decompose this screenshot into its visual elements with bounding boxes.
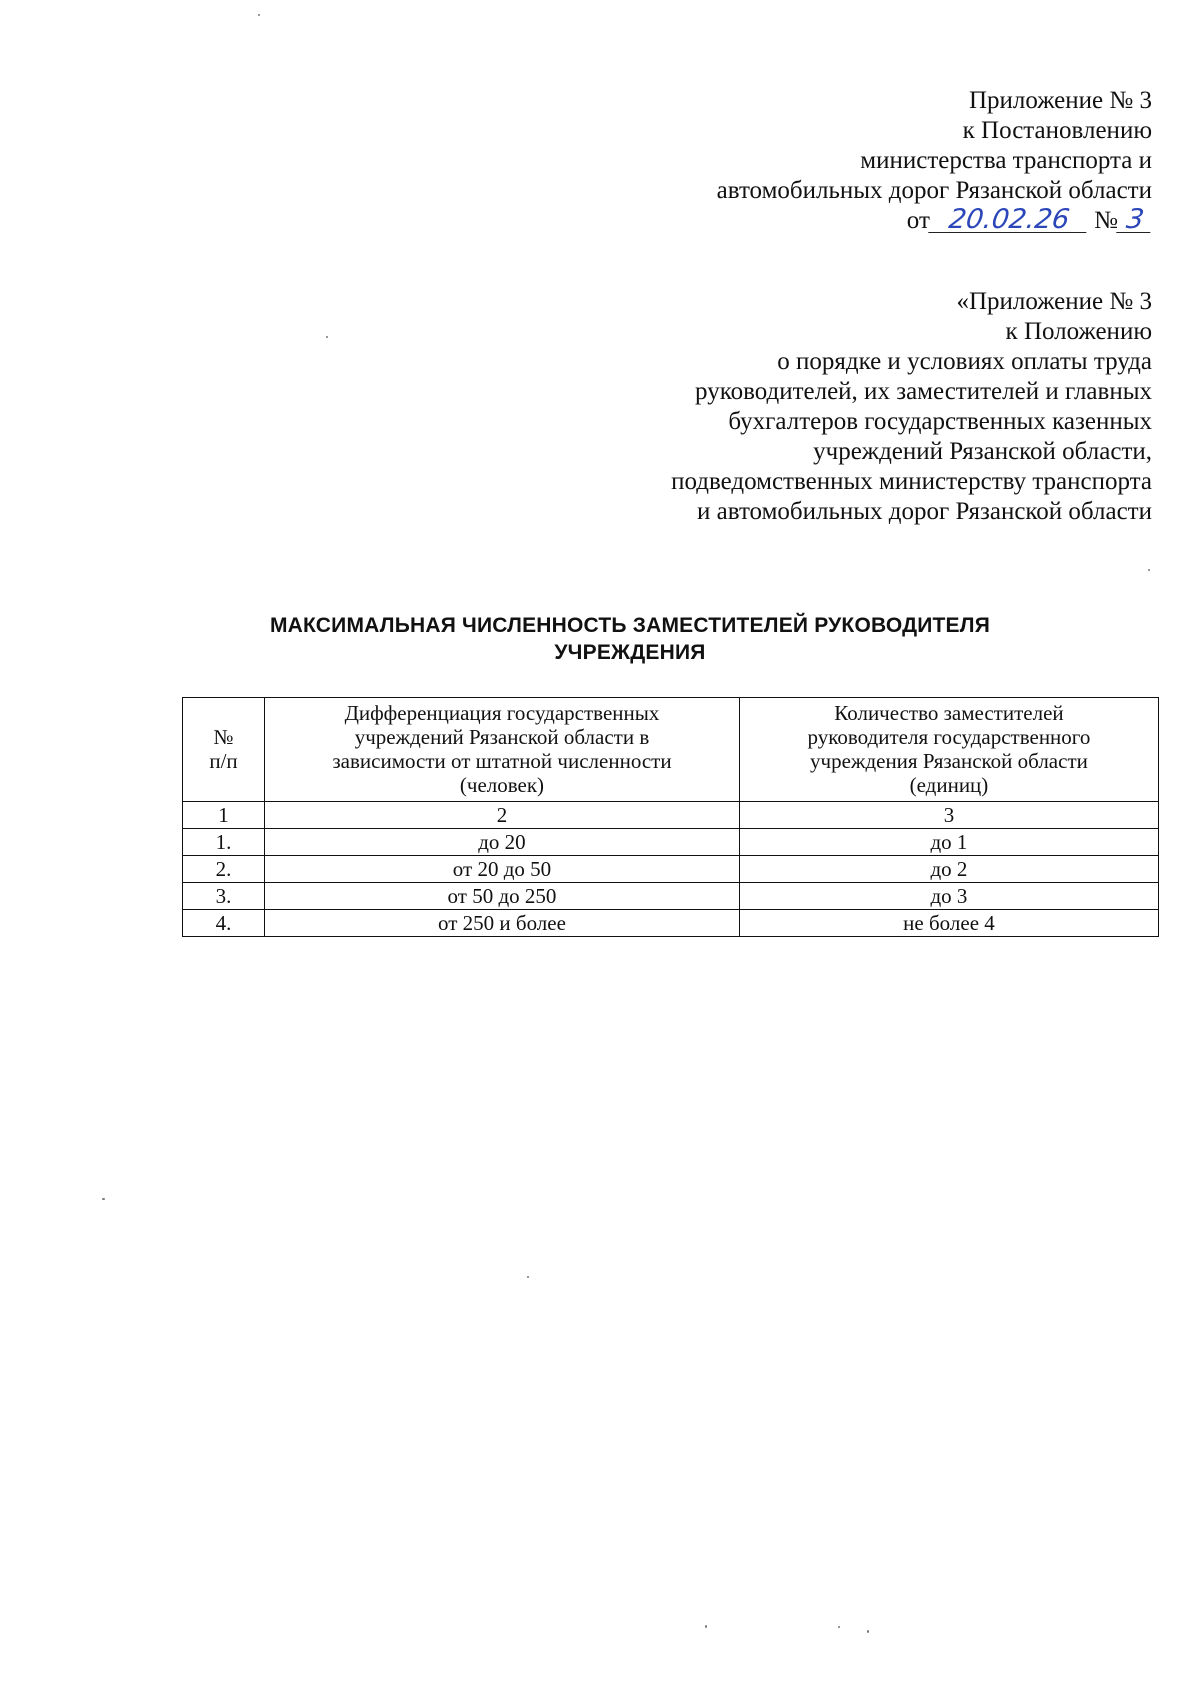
- header-differentiation-line: Дифференциация государственных: [344, 701, 660, 725]
- header-differentiation: [265, 698, 740, 802]
- column-number-cell: 1: [183, 802, 265, 829]
- title-line: УЧРЕЖДЕНИЯ: [554, 641, 706, 664]
- header-count-line: учреждения Рязанской области: [810, 749, 1088, 773]
- regulation-header-line: руководителей, их заместителей и главных: [695, 378, 1152, 405]
- appendix-header-line: автомобильных дорог Рязанской области: [716, 177, 1152, 204]
- column-number-cell: 3: [739, 802, 1158, 829]
- scan-speck: [326, 336, 328, 338]
- header-count-line: (единиц): [909, 773, 989, 797]
- row-range-cell: от 50 до 250: [265, 883, 740, 910]
- row-deputies-cell: до 1: [739, 829, 1158, 856]
- column-number-cell: 2: [265, 802, 740, 829]
- regulation-header-line: «Приложение № 3: [956, 288, 1152, 315]
- appendix-header: [532, 86, 1152, 236]
- regulation-header-line: бухгалтеров государственных казенных: [728, 408, 1152, 435]
- header-differentiation-line: учреждений Рязанской области в: [354, 725, 650, 749]
- scan-speck: [867, 1630, 869, 1633]
- header-num-line: п/п: [209, 749, 238, 773]
- appendix-header-line: к Постановлению: [962, 117, 1152, 144]
- regulation-header-line: и автомобильных дорог Рязанской области: [697, 498, 1152, 525]
- header-count-line: руководителя государственного: [807, 725, 1091, 749]
- regulation-header-line: подведомственных министерству транспорта: [671, 468, 1152, 495]
- handwritten-number: 3: [1116, 208, 1154, 233]
- regulation-header-line: к Положению: [1005, 318, 1152, 345]
- handwritten-date: 20.02.26: [928, 208, 1090, 233]
- regulation-header-line: учреждений Рязанской области,: [813, 438, 1152, 465]
- scan-speck: [705, 1625, 707, 1628]
- scan-speck: [258, 14, 260, 16]
- table-row: [183, 829, 1159, 856]
- header-differentiation-line: (человек): [459, 773, 545, 797]
- deputies-table: [182, 697, 1159, 937]
- table-row: [183, 910, 1159, 937]
- title-line: МАКСИМАЛЬНАЯ ЧИСЛЕННОСТЬ ЗАМЕСТИТЕЛЕЙ РУКОВОДИТЕЛЯ: [269, 614, 990, 637]
- scan-speck: [838, 1626, 840, 1628]
- header-deputies-count: [739, 698, 1158, 802]
- table-header-row: [183, 698, 1159, 802]
- row-range-cell: от 250 и более: [265, 910, 740, 937]
- header-num: [183, 698, 265, 802]
- row-num-cell: 2.: [183, 856, 265, 883]
- regulation-header-line: о порядке и условиях оплаты труда: [777, 348, 1152, 375]
- row-num-cell: 3.: [183, 883, 265, 910]
- document-title: [170, 612, 1090, 666]
- row-num-cell: 1.: [183, 829, 265, 856]
- row-deputies-cell: до 3: [739, 883, 1158, 910]
- appendix-header-line: министерства транспорта и: [860, 147, 1152, 174]
- header-count-line: Количество заместителей: [834, 701, 1064, 725]
- scan-speck: [1148, 569, 1150, 571]
- row-deputies-cell: до 2: [739, 856, 1158, 883]
- header-num-line: №: [213, 725, 234, 749]
- row-range-cell: от 20 до 50: [265, 856, 740, 883]
- row-deputies-cell: не более 4: [739, 910, 1158, 937]
- regulation-header: [572, 287, 1152, 527]
- row-range-cell: до 20: [265, 829, 740, 856]
- date-prefix: от: [906, 207, 930, 234]
- column-number-row: [183, 802, 1159, 829]
- table-row: [183, 856, 1159, 883]
- row-num-cell: 4.: [183, 910, 265, 937]
- header-differentiation-line: зависимости от штатной численности: [332, 749, 672, 773]
- table-row: [183, 883, 1159, 910]
- scan-speck: [527, 1276, 529, 1278]
- scan-speck: [102, 1198, 105, 1200]
- number-prefix: №: [1094, 207, 1118, 234]
- decree-date-line: [532, 206, 1152, 236]
- appendix-header-line: Приложение № 3: [968, 87, 1152, 114]
